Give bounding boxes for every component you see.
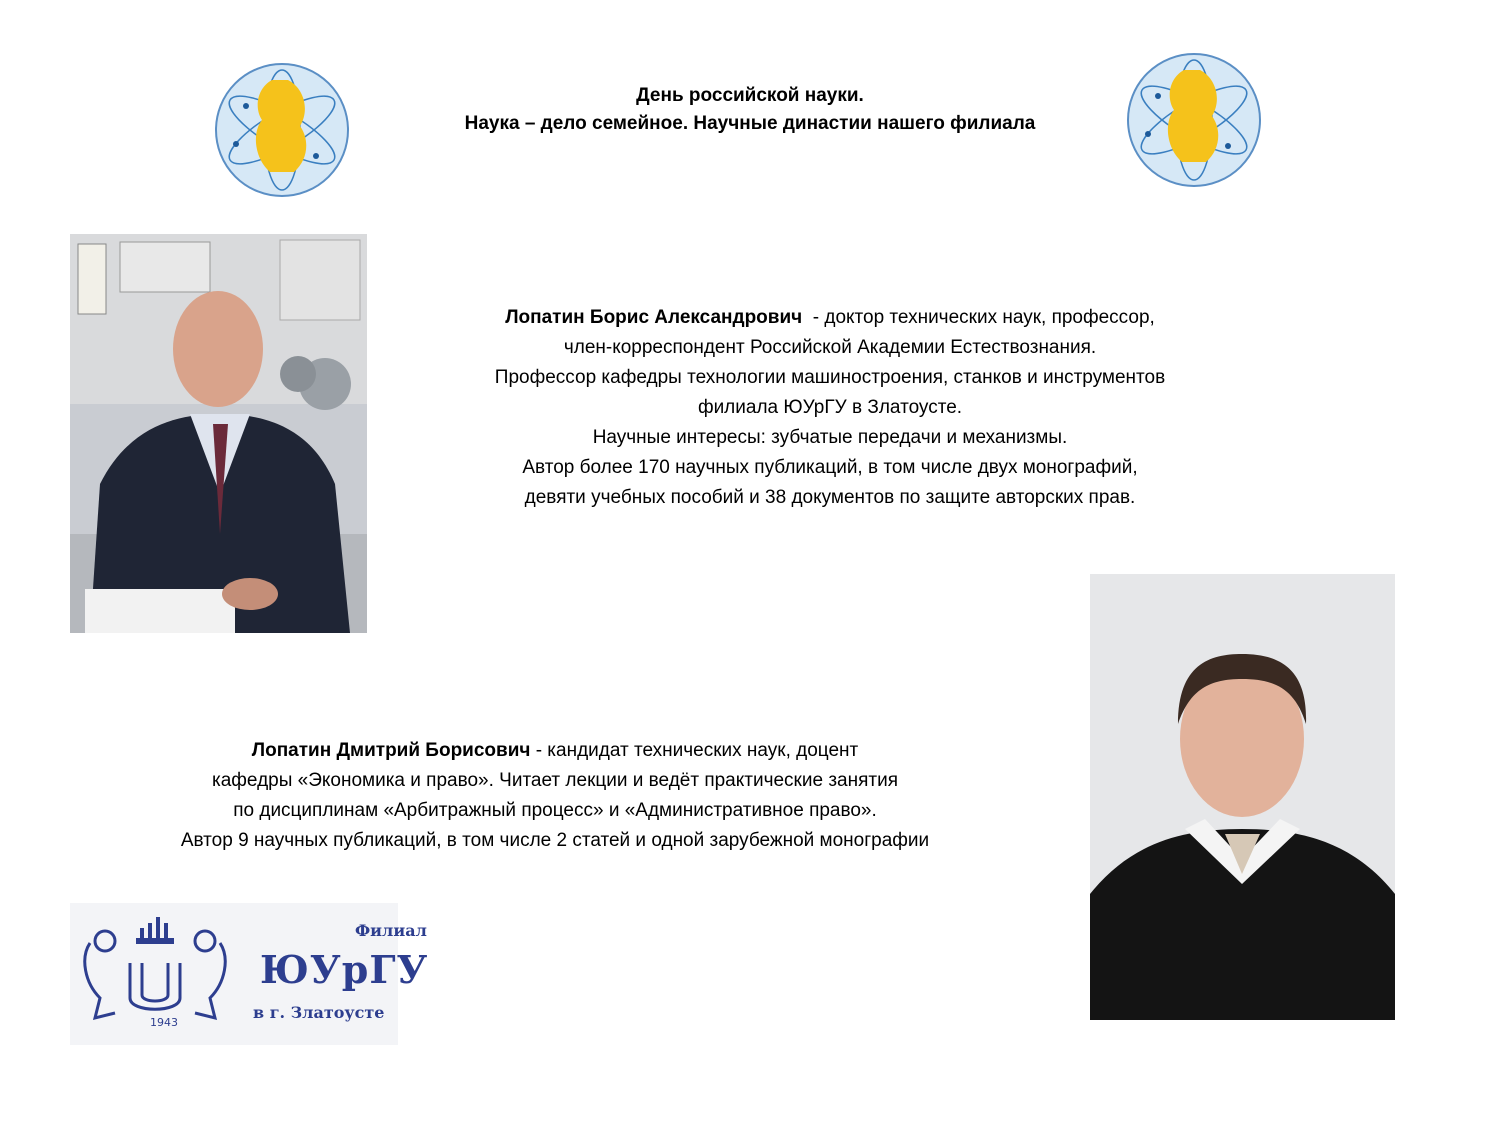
bio2-line-4: Автор 9 научных публикаций, в том числе 2 статей и одной зарубежной монографии	[180, 830, 930, 851]
bio1-line-2: член-корреспондент Российской Академии Естествознания.	[563, 337, 1097, 358]
university-founding-year: 1943	[150, 1016, 178, 1029]
bio2-line-2: кафедры «Экономика и право». Читает лекции и ведёт практические занятия	[211, 770, 898, 791]
university-logo	[70, 903, 429, 1045]
university-logo-line-3: в г. Златоусте	[253, 1003, 385, 1022]
title-line-1: День российской науки.	[636, 85, 864, 106]
science-day-logo-left	[212, 60, 352, 200]
bio2-line-1	[60, 736, 1050, 766]
person1-title: - доктор технических наук, профессор,	[802, 307, 1155, 328]
person1-name: Лопатин Борис Александрович	[505, 307, 803, 328]
page-title	[380, 82, 1120, 138]
photo-boris-lopatin	[70, 234, 367, 633]
title-line-2: Наука – дело семейное. Научные династии нашего филиала	[464, 113, 1036, 134]
bio1-line-4: филиала ЮУрГУ в Златоусте.	[697, 397, 963, 418]
bio2-line-3: по дисциплинам «Арбитражный процесс» и «Административное право».	[233, 800, 877, 821]
person2-title: - кандидат технических наук, доцент	[530, 740, 859, 761]
bio1-line-7: девяти учебных пособий и 38 документов по защите авторских прав.	[524, 487, 1136, 508]
photo-dmitry-lopatin	[1090, 574, 1395, 1020]
person2-name: Лопатин Дмитрий Борисович	[251, 740, 531, 761]
bio1-line-1	[380, 303, 1280, 333]
science-day-logo-right	[1124, 50, 1264, 190]
bio-boris-lopatin	[380, 303, 1280, 513]
university-logo-line-2: ЮУрГУ	[260, 947, 429, 992]
atom-emblem-icon	[1124, 50, 1264, 190]
bio1-line-5: Научные интересы: зубчатые передачи и механизмы.	[592, 427, 1068, 448]
bio1-line-3: Профессор кафедры технологии машиностроения, станков и инструментов	[494, 367, 1166, 388]
atom-emblem-icon	[212, 60, 352, 200]
bio-dmitry-lopatin	[60, 736, 1050, 856]
university-logo-line-1: Филиал	[355, 921, 427, 940]
bio1-line-6: Автор более 170 научных публикаций, в том числе двух монографий,	[522, 457, 1138, 478]
